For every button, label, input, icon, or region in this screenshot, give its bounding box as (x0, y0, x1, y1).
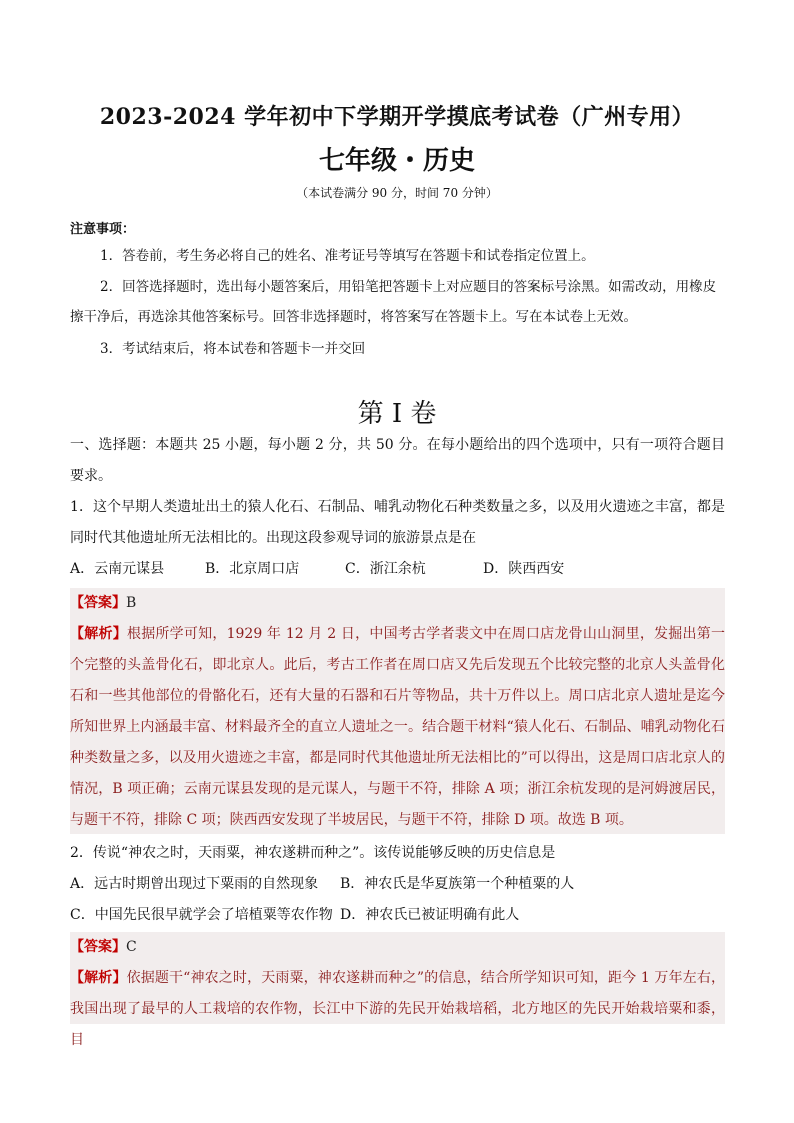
exam-duration-note: （本试卷满分 90 分，时间 70 分钟） (296, 186, 498, 200)
question-2-option-a: A．远古时期曾出现过下粟雨的自然现象 (70, 876, 319, 892)
section-title: 第 I 卷 (357, 399, 437, 429)
question-2-answer (70, 932, 725, 963)
question-1-options (70, 554, 725, 585)
question-2-analysis (70, 963, 725, 1056)
analysis-text: 根据所学可知，1929 年 12 月 2 日，中国考古学者裴文中在周口店龙骨山山洞里，发掘出第一个完整的头盖骨化石，即北京人。此后，考古工作者在周口店又先后发现五个比较完整的北京人头盖骨化石和一些其他部位的骨骼化石，还有大量的石器和石片等物品，共十万件以上。周口店北京人遗址是迄今所知世界上内涵最丰富、材料最齐全的直立人遗址之一。结合题干材料“猿人化石、石制品、哺乳动物化石种类数量之多，以及用火遗迹之丰富，都是同时代其他遗址所无法相比的”可以得出，这是周口店北京人的情况，B 项正确；云南元谋县发现的是元谋人，与题干不符，排除 A 项；浙江余杭发现的是河姆渡居民，与题干不符，排除 C 项；陕西西安发现了半坡居民，与题干不符，排除 D 项。故选 B 项。 (70, 626, 725, 828)
notice-heading: 注意事项： (70, 222, 136, 237)
notice-item-3: 3．考试结束后，将本试卷和答题卡一并交回 (100, 341, 366, 357)
question-2-option-c: C．中国先民很早就学会了培植粟等农作物 (70, 907, 333, 923)
answer-label: 【答案】 (70, 595, 126, 611)
question-1-option-b: B．北京周口店 (205, 561, 300, 577)
question-1-analysis (70, 619, 725, 836)
notice-item-1: 1．答卷前，考生务必将自己的姓名、准考证号等填写在答题卡和试卷指定位置上。 (100, 248, 595, 264)
answer-value: B (126, 595, 137, 611)
question-2-stem: 2．传说“神农之时，天雨粟，神农遂耕而种之”。该传说能够反映的历史信息是 (70, 845, 556, 861)
question-1-option-c: C．浙江余杭 (345, 561, 426, 577)
section-intro: 一、选择题：本题共 25 小题，每小题 2 分，共 50 分。在每小题给出的四个选项中，只有一项符合题目要求。 (70, 437, 725, 484)
notice-item-2: 2．回答选择题时，选出每小题答案后，用铅笔把答题卡上对应题目的答案标号涂黑。如需改动，用橡皮擦干净后，再选涂其他答案标号。回答非选择题时，将答案写在答题卡上。写在本试卷上无效。 (70, 279, 717, 325)
question-2-options-row-1 (70, 869, 725, 900)
question-1-option-a: A．云南元谋县 (70, 561, 165, 577)
answer-value: C (126, 939, 137, 955)
question-2-option-b: B．神农氏是华夏族第一个种植粟的人 (340, 876, 575, 892)
question-1-answer (70, 588, 725, 619)
question-1-stem: 1．这个早期人类遗址出土的猿人化石、石制品、哺乳动物化石种类数量之多，以及用火遗迹之丰富，都是同时代其他遗址所无法相比的。出现这段参观导词的旅游景点是在 (70, 499, 725, 546)
exam-title: 2023-2024 学年初中下学期开学摸底考试卷（广州专用） (99, 104, 695, 130)
question-1-option-d: D．陕西西安 (483, 561, 565, 577)
analysis-text: 依据题干“神农之时，天雨粟，神农遂耕而种之”的信息，结合所学知识可知，距今 1 万年左右，我国出现了最早的人工栽培的农作物，长江中下游的先民开始栽培稻，北方地区的先民开始栽培粟和黍，目 (70, 970, 726, 1048)
exam-subtitle: 七年级・历史 (318, 146, 475, 176)
analysis-label: 【解析】 (70, 626, 127, 642)
analysis-label: 【解析】 (70, 970, 127, 986)
question-2-option-d: D．神农氏已被证明确有此人 (340, 907, 520, 923)
answer-label: 【答案】 (70, 939, 126, 955)
question-2-options-row-2 (70, 900, 725, 931)
